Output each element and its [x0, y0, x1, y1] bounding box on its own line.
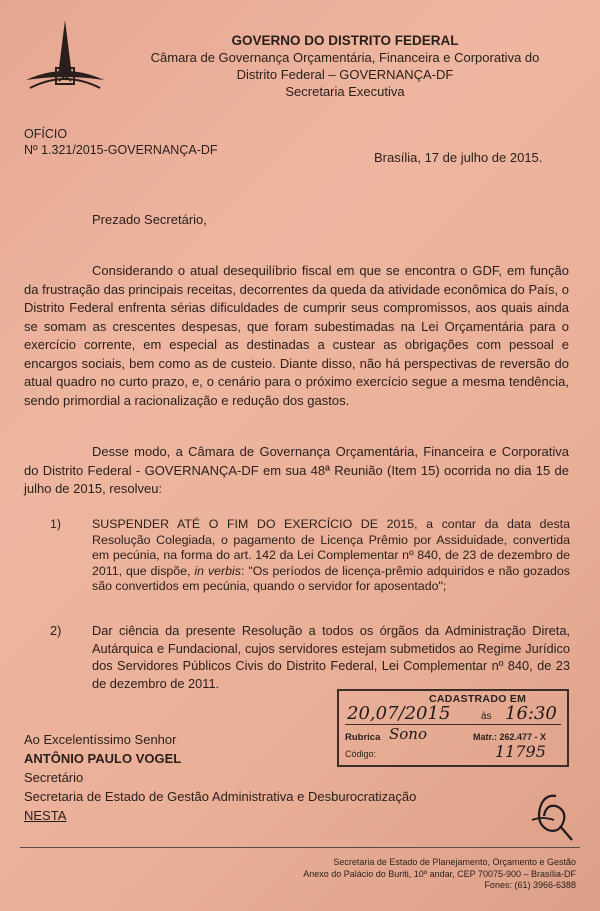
- footer-line-2: Anexo do Palácio do Buriti, 10º andar, CEP 70075-900 – Brasília-DF: [303, 868, 576, 879]
- list-item-text: [92, 517, 570, 595]
- paragraph-1: Considerando o atual desequilíbrio fiscal em que se encontra o GDF, em função da frustração das principais receitas, decorrentes da queda da atividade econômica do País, o Distrito Federal enfrenta sérias dificuldades de cumprir seus compromissos, aos quais ainda se somam as crescentes despesas, que foram subestimadas na Lei Orçamentária para o exercício corrente, em especial as destinadas a custear as obrigações com pessoal e encargos sociais, bem como as de custeio. Diante disso, não há perspectivas de reversão do atual quadro no curto prazo, e, o cenário para o próximo exercício segue a mesma tendência, sendo primordial a racionalização e redução dos gastos.: [24, 263, 569, 408]
- stamp-codigo-label: Código:: [345, 749, 377, 759]
- footer-line-3: Fones: (61) 3966-6388: [484, 880, 576, 890]
- document-date: Brasília, 17 de julho de 2015.: [374, 150, 543, 165]
- recipient-nesta: NESTA: [24, 808, 67, 823]
- paragraph-2: Desse modo, a Câmara de Governança Orçamentária, Financeira e Corporativa do Distrito Federal - GOVERNANÇA-DF em sua 48ª Reunião (Item 15) ocorrida no dia 15 de julho de 2015, resolveu:: [24, 444, 569, 496]
- list-item-text-b: : "Os períodos de licença-prêmio adquiridos e não gozados são convertidos em pecúnia, quando o servidor for aposentado";: [92, 563, 570, 593]
- list-item: [50, 517, 570, 595]
- chamber-name: Câmara de Governança Orçamentária, Financeira e Corporativa do: [150, 50, 540, 65]
- stamp-codigo-handwritten: 11795: [495, 742, 546, 761]
- oficio-number: Nº 1.321/2015-GOVERNANÇA-DF: [24, 143, 218, 157]
- list-item-text-a: SUSPENDER ATÉ O FIM DO EXERCÍCIO DE 2015, a contar da data desta Resolução Colegiada, o pagamento de Licença Prêmio por Assiduidade, convertida em pecúnia, na forma do art. 142 da Lei Complementar nº 840, de 23 de dezembro de 2011, que dispõe,: [92, 517, 570, 578]
- oficio-label: OFÍCIO: [24, 127, 68, 141]
- letterhead: [110, 32, 580, 100]
- chamber-name-cont: Distrito Federal – GOVERNANÇA-DF: [236, 67, 454, 82]
- salutation: Prezado Secretário,: [92, 212, 207, 227]
- stamp-matricula: Matr.: 262.477 - X: [473, 732, 547, 742]
- footer: [200, 857, 576, 892]
- stamp-date-handwritten: 20,07/2015: [347, 703, 451, 724]
- stamp-as-label: às: [481, 711, 492, 722]
- stamp-date-line: [345, 704, 561, 725]
- list-item-number: 2): [50, 623, 62, 638]
- list-item-text-em: in verbis: [194, 563, 241, 578]
- handwritten-signature-icon: [526, 790, 578, 844]
- recipient-name: ANTÔNIO PAULO VOGEL: [24, 751, 182, 766]
- stamp-time-handwritten: 16:30: [505, 703, 557, 724]
- stamp-rubrica-handwritten: Sono: [389, 725, 427, 743]
- oficio-block: [24, 126, 218, 158]
- list-item-text: Dar ciência da presente Resolução a todos os órgãos da Administração Direta, Autárquica e Fundacional, cujos servidores estejam submetidos ao Regime Jurídico dos Servidores Públicos Civis do Distrito Federal, Lei Complementar nº 840, de 23 de dezembro de 2011.: [92, 623, 570, 691]
- stamp-title: CADASTRADO EM: [429, 693, 527, 705]
- recipient-title: Secretário: [24, 770, 84, 785]
- footer-divider: [20, 847, 580, 848]
- recipient-block: [24, 730, 416, 825]
- recipient-address-line: Ao Excelentíssimo Senhor: [24, 732, 177, 747]
- government-name: GOVERNO DO DISTRITO FEDERAL: [231, 33, 459, 48]
- footer-line-1: Secretaria de Estado de Planejamento, Orçamento e Gestão: [333, 857, 576, 867]
- list-item: [50, 622, 570, 692]
- recipient-department: Secretaria de Estado de Gestão Administrativa e Desburocratização: [24, 789, 417, 804]
- executive-secretariat: Secretaria Executiva: [285, 84, 405, 99]
- list-item-number: 1): [50, 517, 62, 531]
- gdf-coat-of-arms-icon: [24, 18, 106, 102]
- stamp-rubrica-label: Rubrica: [345, 732, 381, 743]
